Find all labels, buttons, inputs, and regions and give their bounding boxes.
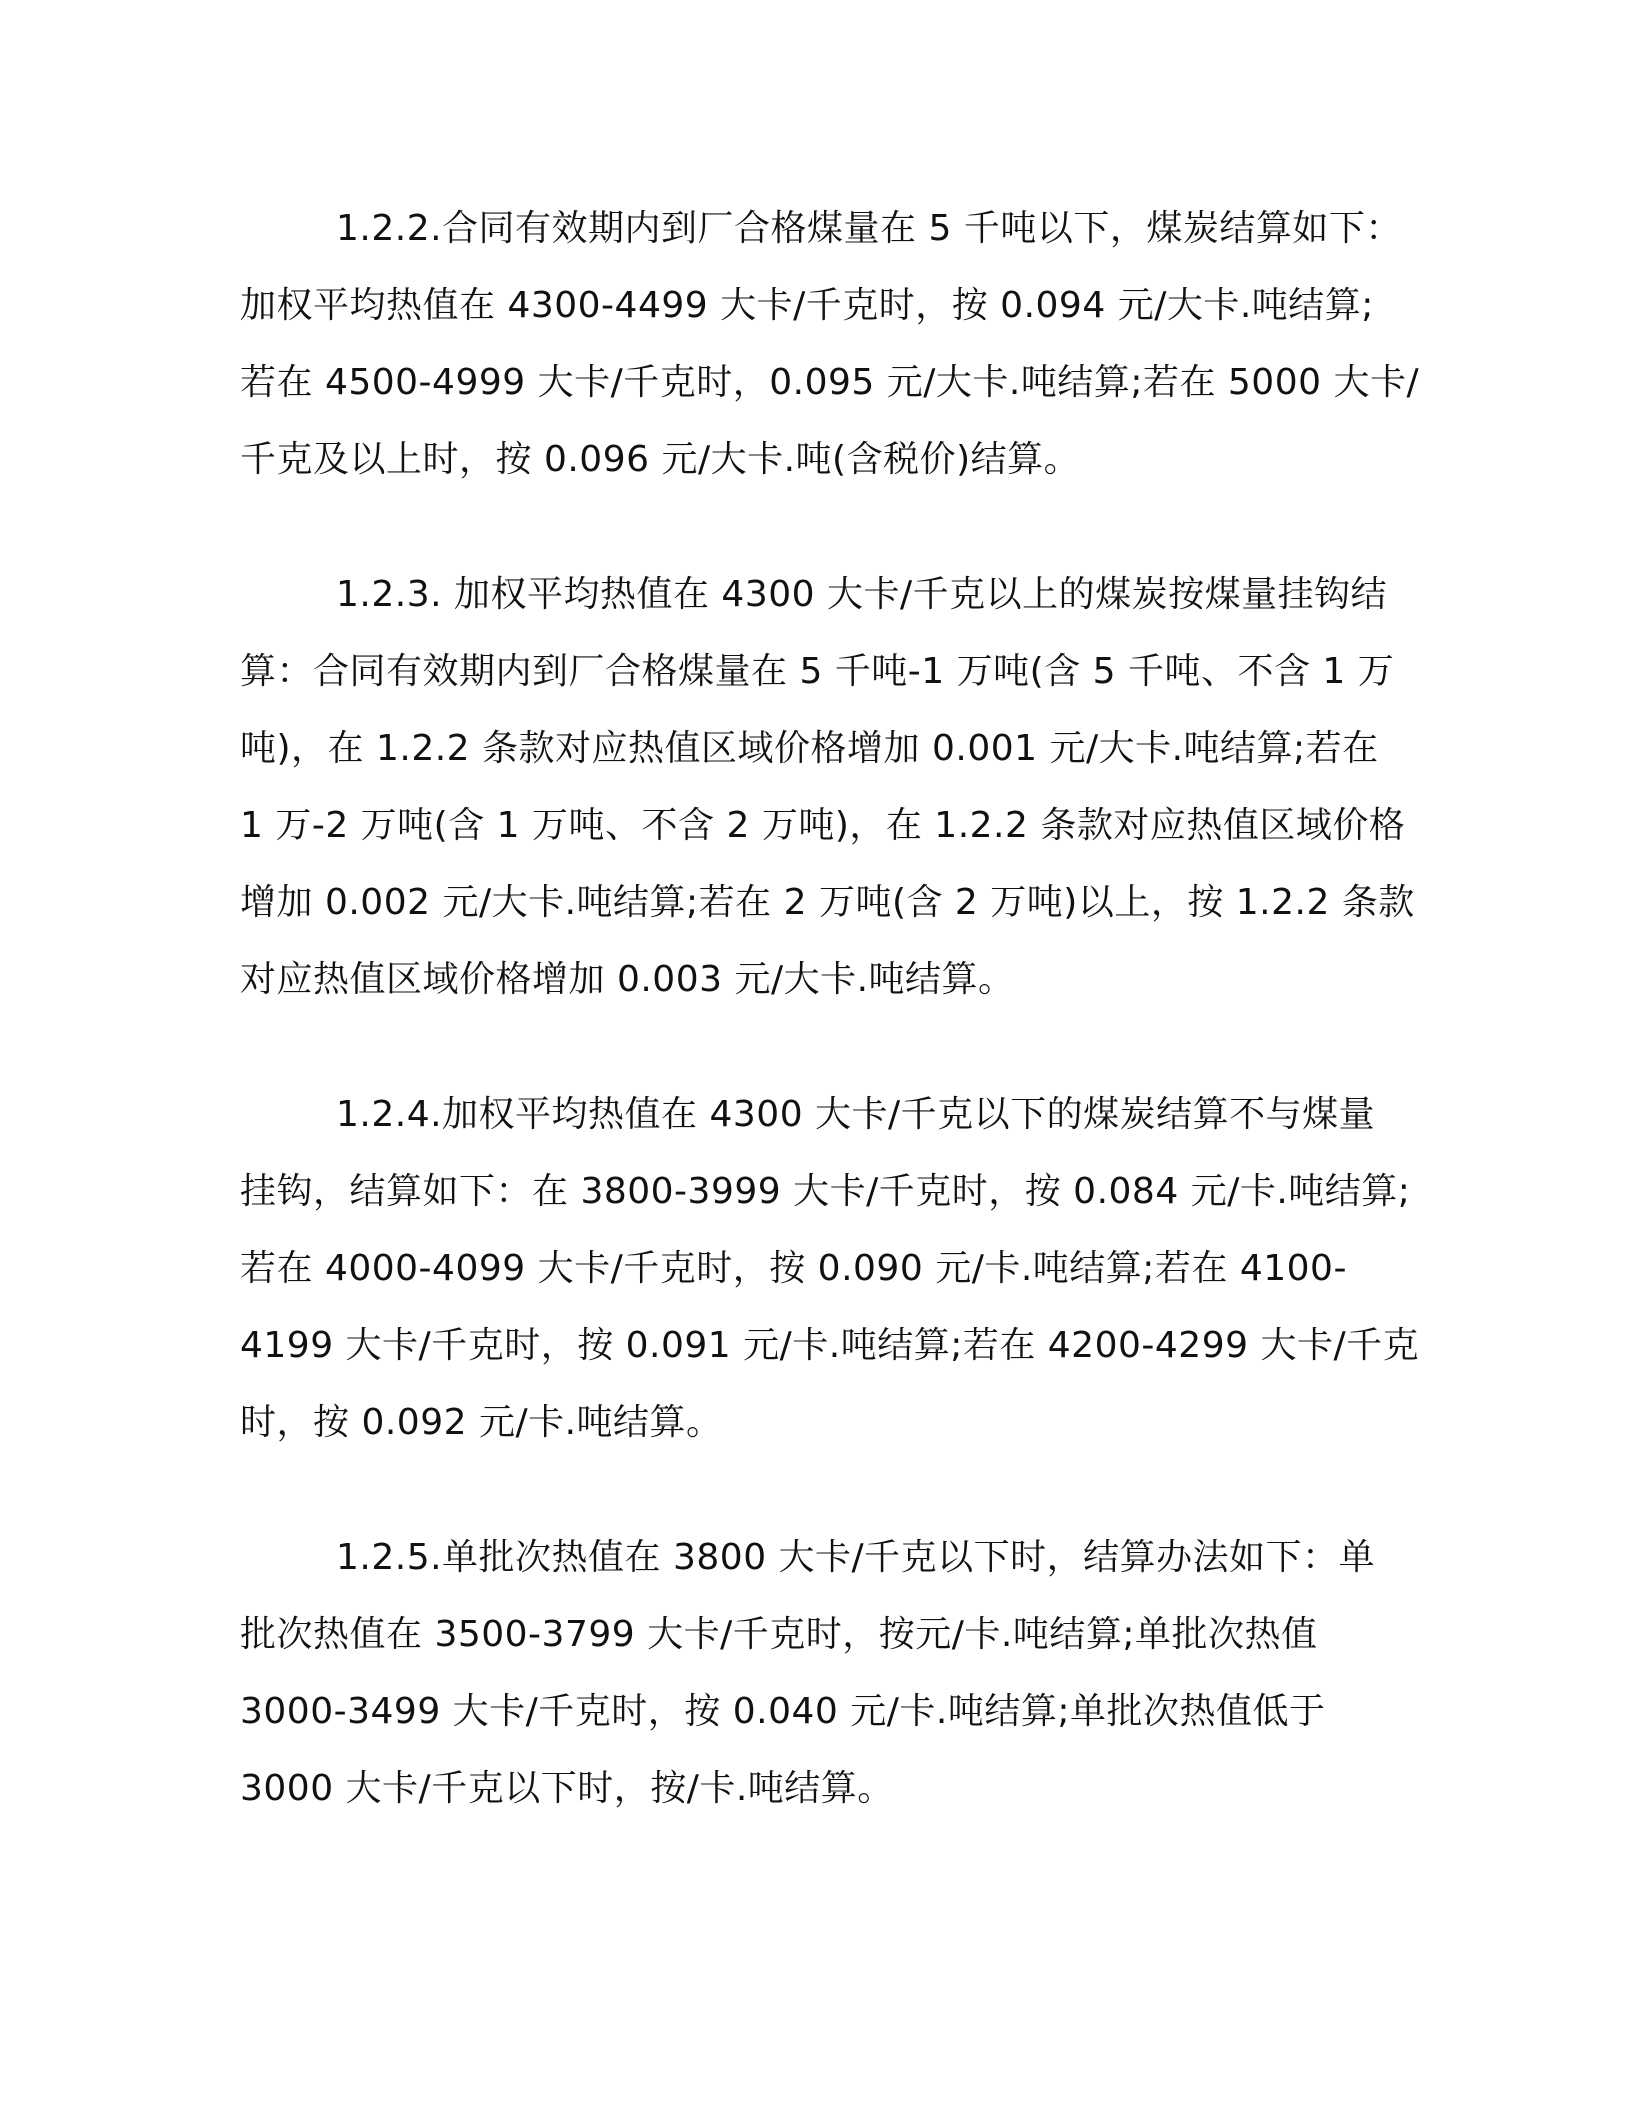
clause-line: 算：合同有效期内到厂合格煤量在 5 千吨-1 万吨(含 5 千吨、不含 1 万 — [240, 651, 1395, 692]
clause-line: 3000 大卡/千克以下时，按/卡.吨结算。 — [240, 1768, 894, 1809]
clause-line: 千克及以上时，按 0.096 元/大卡.吨(含税价)结算。 — [240, 439, 1081, 480]
clause-line: 3000-3499 大卡/千克时，按 0.040 元/卡.吨结算;单批次热值低于 — [240, 1691, 1326, 1732]
clause-line: 1.2.3. 加权平均热值在 4300 大卡/千克以上的煤炭按煤量挂钩结 — [336, 574, 1388, 615]
clause-line: 若在 4500-4999 大卡/千克时，0.095 元/大卡.吨结算;若在 5000 大卡/ — [240, 362, 1420, 403]
clause-line: 1 万-2 万吨(含 1 万吨、不含 2 万吨)，在 1.2.2 条款对应热值区域价格 — [240, 805, 1406, 846]
clause-line: 吨)，在 1.2.2 条款对应热值区域价格增加 0.001 元/大卡.吨结算;若在 — [240, 728, 1379, 769]
clause-line: 1.2.2.合同有效期内到厂合格煤量在 5 千吨以下，煤炭结算如下： — [336, 208, 1402, 249]
clause-1-2-5 — [240, 1519, 1400, 1827]
clause-line: 挂钩，结算如下：在 3800-3999 大卡/千克时，按 0.084 元/卡.吨结算; — [240, 1171, 1411, 1212]
clause-line: 增加 0.002 元/大卡.吨结算;若在 2 万吨(含 2 万吨)以上，按 1.2.2 条款 — [240, 882, 1415, 923]
clause-1-2-4 — [240, 1076, 1420, 1461]
clause-line: 若在 4000-4099 大卡/千克时，按 0.090 元/卡.吨结算;若在 4100- — [240, 1248, 1347, 1289]
clause-line: 批次热值在 3500-3799 大卡/千克时，按元/卡.吨结算;单批次热值 — [240, 1614, 1318, 1655]
clause-line: 时，按 0.092 元/卡.吨结算。 — [240, 1402, 723, 1443]
clause-line: 加权平均热值在 4300-4499 大卡/千克时，按 0.094 元/大卡.吨结算; — [240, 285, 1374, 326]
clause-line: 对应热值区域价格增加 0.003 元/大卡.吨结算。 — [240, 959, 1015, 1000]
clause-line: 4199 大卡/千克时，按 0.091 元/卡.吨结算;若在 4200-4299 大卡/千克 — [240, 1325, 1420, 1366]
document-page — [240, 190, 1420, 1885]
clause-line: 1.2.4.加权平均热值在 4300 大卡/千克以下的煤炭结算不与煤量 — [336, 1094, 1376, 1135]
clause-1-2-2 — [240, 190, 1420, 498]
clause-1-2-3 — [240, 556, 1415, 1018]
clause-line: 1.2.5.单批次热值在 3800 大卡/千克以下时，结算办法如下：单 — [336, 1537, 1376, 1578]
